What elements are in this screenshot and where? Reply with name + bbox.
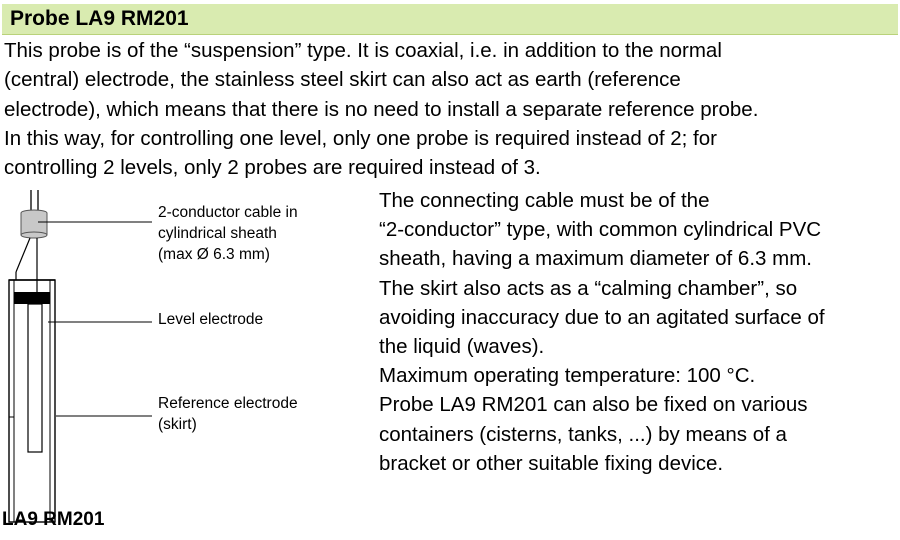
sheath-bottom <box>21 232 47 238</box>
intro-line: controlling 2 levels, only 2 probes are required instead of 3. <box>4 156 541 180</box>
intro-paragraph <box>4 36 898 182</box>
reference-electrode-label <box>158 393 298 435</box>
level-electrode-label: Level electrode <box>158 311 264 328</box>
diagram-caption: LA9 RM201 <box>2 509 105 530</box>
description-paragraph <box>379 186 899 478</box>
reference-label-line: (skirt) <box>158 416 197 433</box>
cable-label <box>158 202 298 265</box>
description-line: Probe LA9 RM201 can also be fixed on various <box>379 393 808 417</box>
intro-line: (central) electrode, the stainless steel skirt can also act as earth (reference <box>4 68 681 92</box>
intro-line: In this way, for controlling one level, only one probe is required instead of 2; for <box>4 126 717 150</box>
description-line: avoiding inaccuracy due to an agitated surface of <box>379 305 825 329</box>
reference-label-line: Reference electrode <box>158 395 298 412</box>
cable-label-line: (max Ø 6.3 mm) <box>158 246 270 263</box>
probe-diagram <box>0 180 370 535</box>
description-line: The skirt also acts as a “calming chamber”, so <box>379 276 798 300</box>
description-line: “2-conductor” type, with common cylindrical PVC <box>379 218 822 242</box>
description-line: bracket or other suitable fixing device. <box>379 451 724 475</box>
description-line: containers (cisterns, tanks, ...) by means of a <box>379 422 787 446</box>
intro-line: electrode), which means that there is no need to install a separate reference probe. <box>4 97 759 121</box>
cable-label-line: cylindrical sheath <box>158 225 277 242</box>
title-bar <box>2 4 898 35</box>
insulator-block <box>14 292 50 304</box>
level-electrode-rod <box>28 304 42 452</box>
cable-label-line: 2-conductor cable in <box>158 204 298 221</box>
description-line: Maximum operating temperature: 100 °C. <box>379 364 756 388</box>
intro-line: This probe is of the “suspension” type. It is coaxial, i.e. in addition to the normal <box>4 39 722 62</box>
description-line: sheath, having a maximum diameter of 6.3 mm. <box>379 247 812 271</box>
wire-to-skirt <box>16 238 30 272</box>
description-line: The connecting cable must be of the <box>379 189 710 212</box>
description-line: the liquid (waves). <box>379 335 545 359</box>
page-title: Probe LA9 RM201 <box>10 7 189 30</box>
